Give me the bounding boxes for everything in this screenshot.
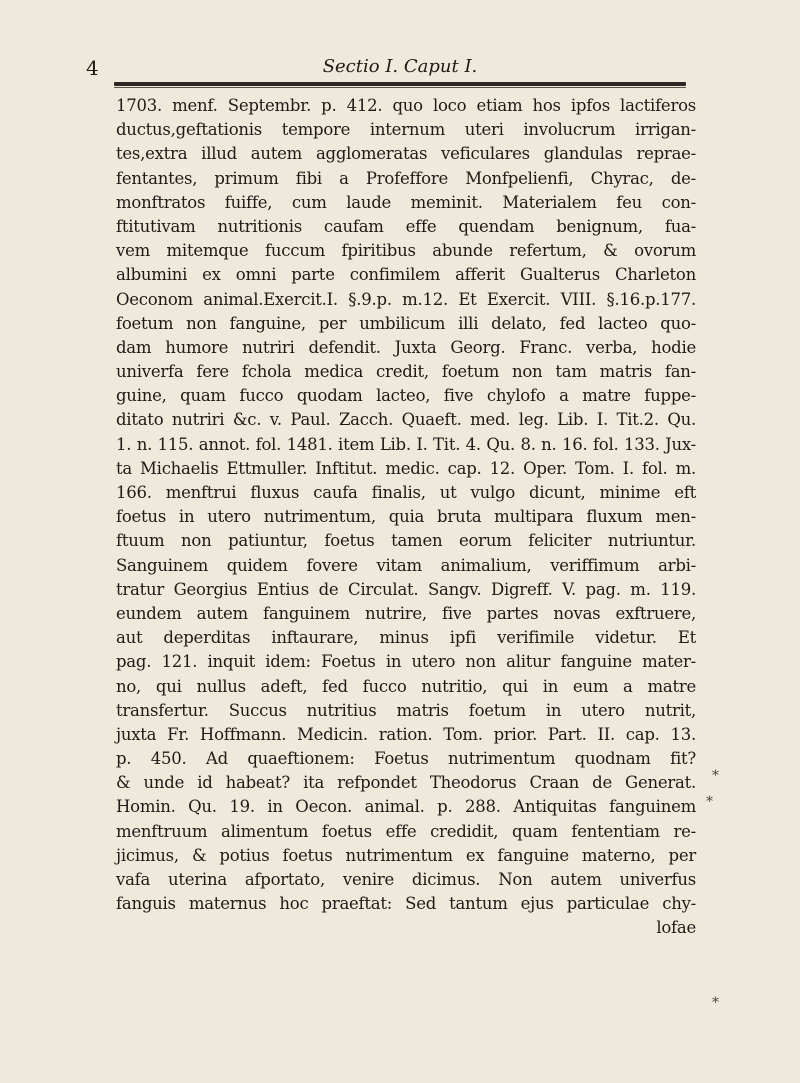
text-line: tes,extra illud autem agglomeratas veficulares glandulas reprae- [116, 144, 696, 164]
text-line: eundem autem fanguinem nutrire, five partes novas exftruere, [116, 603, 696, 623]
text-line: 1703. menf. Septembr. p. 412. quo loco etiam hos ipfos lactiferos [116, 96, 696, 115]
text-line: ta Michaelis Ettmuller. Inftitut. medic. cap. 12. Oper. Tom. I. fol. m. [116, 458, 696, 478]
text-line: albumini ex omni parte confimilem afferit Gualterus Charleton [116, 265, 696, 285]
text-line: & unde id habeat? ita refpondet Theodorus Craan de Generat. [116, 773, 696, 793]
text-line: monftratos fuiffe, cum laude meminit. Materialem feu con- [116, 192, 696, 212]
header-rule [114, 82, 686, 86]
text-line: ftitutivam nutritionis caufam effe quendam benignum, fua- [116, 216, 696, 236]
margin-mark: * [706, 794, 713, 810]
text-line: foetus in utero nutrimentum, quia bruta multipara fluxum men- [116, 507, 696, 527]
text-line: juxta Fr. Hoffmann. Medicin. ration. Tom. prior. Part. II. cap. 13. [116, 724, 696, 744]
text-line: Homin. Qu. 19. in Oecon. animal. p. 288. Antiquitas fanguinem [116, 797, 696, 817]
body-text [116, 94, 696, 941]
text-line: p. 450. Ad quaeftionem: Foetus nutrimentum quodnam fit? [116, 749, 696, 769]
text-line: tratur Georgius Entius de Circulat. Sangv. Digreff. V. pag. m. 119. [116, 579, 696, 599]
text-line: vafa uterina afportato, venire dicimus. Non autem univerfus [116, 870, 696, 889]
text-line: 166. menftrui fluxus caufa finalis, ut vulgo dicunt, minime eft [116, 483, 696, 502]
text-line: univerfa fere fchola medica credit, foetum non tam matris fan- [116, 362, 696, 382]
margin-mark: * [712, 768, 719, 784]
text-line: menftruum alimentum foetus effe credidit, quam fententiam re- [116, 821, 696, 841]
text-line: fanguis maternus hoc praeftat: Sed tantum ejus particulae chy- [116, 894, 696, 914]
text-line: jicimus, & potius foetus nutrimentum ex fanguine materno, per [116, 845, 696, 865]
text-line: lofae [656, 918, 696, 938]
text-line: Oeconom animal.Exercit.I. §.9.p. m.12. Et Exercit. VIII. §.16.p.177. [116, 289, 696, 309]
text-line: ditato nutriri &c. v. Paul. Zacch. Quaeft. med. leg. Lib. I. Tit.2. Qu. [116, 410, 696, 430]
margin-mark: * [712, 995, 719, 1011]
text-line: fentantes, primum fibi a Profeffore Monfpelienfi, Chyrac, de- [116, 168, 696, 188]
text-line: 1. n. 115. annot. fol. 1481. item Lib. I. Tit. 4. Qu. 8. n. 16. fol. 133. Jux- [116, 434, 696, 454]
header-rule-thin [114, 87, 686, 88]
text-line: transfertur. Succus nutritius matris foetum in utero nutrit, [116, 700, 696, 720]
running-title: Sectio I. Caput I. [322, 56, 478, 77]
page-header [0, 56, 800, 84]
text-line: ductus,geftationis tempore internum uteri involucrum irrigan- [116, 120, 696, 140]
text-line: guine, quam fucco quodam lacteo, five chylofo a matre fuppe- [116, 386, 696, 406]
text-line: Sanguinem quidem fovere vitam animalium, veriffimum arbi- [116, 555, 696, 575]
text-line: aut deperditas inftaurare, minus ipfi verifimile videtur. Et [116, 628, 696, 648]
text-line: dam humore nutriri defendit. Juxta Georg. Franc. verba, hodie [116, 337, 696, 357]
text-line: ftuum non patiuntur, foetus tamen eorum feliciter nutriuntur. [116, 531, 696, 551]
page-number: 4 [86, 56, 99, 80]
text-line: foetum non fanguine, per umbilicum illi delato, fed lacteo quo- [116, 313, 696, 333]
text-line: no, qui nullus adeft, fed fucco nutritio, qui in eum a matre [116, 676, 696, 696]
text-line: vem mitemque fuccum fpiritibus abunde refertum, & ovorum [116, 241, 696, 261]
text-line: pag. 121. inquit idem: Foetus in utero non alitur fanguine mater- [116, 652, 696, 672]
